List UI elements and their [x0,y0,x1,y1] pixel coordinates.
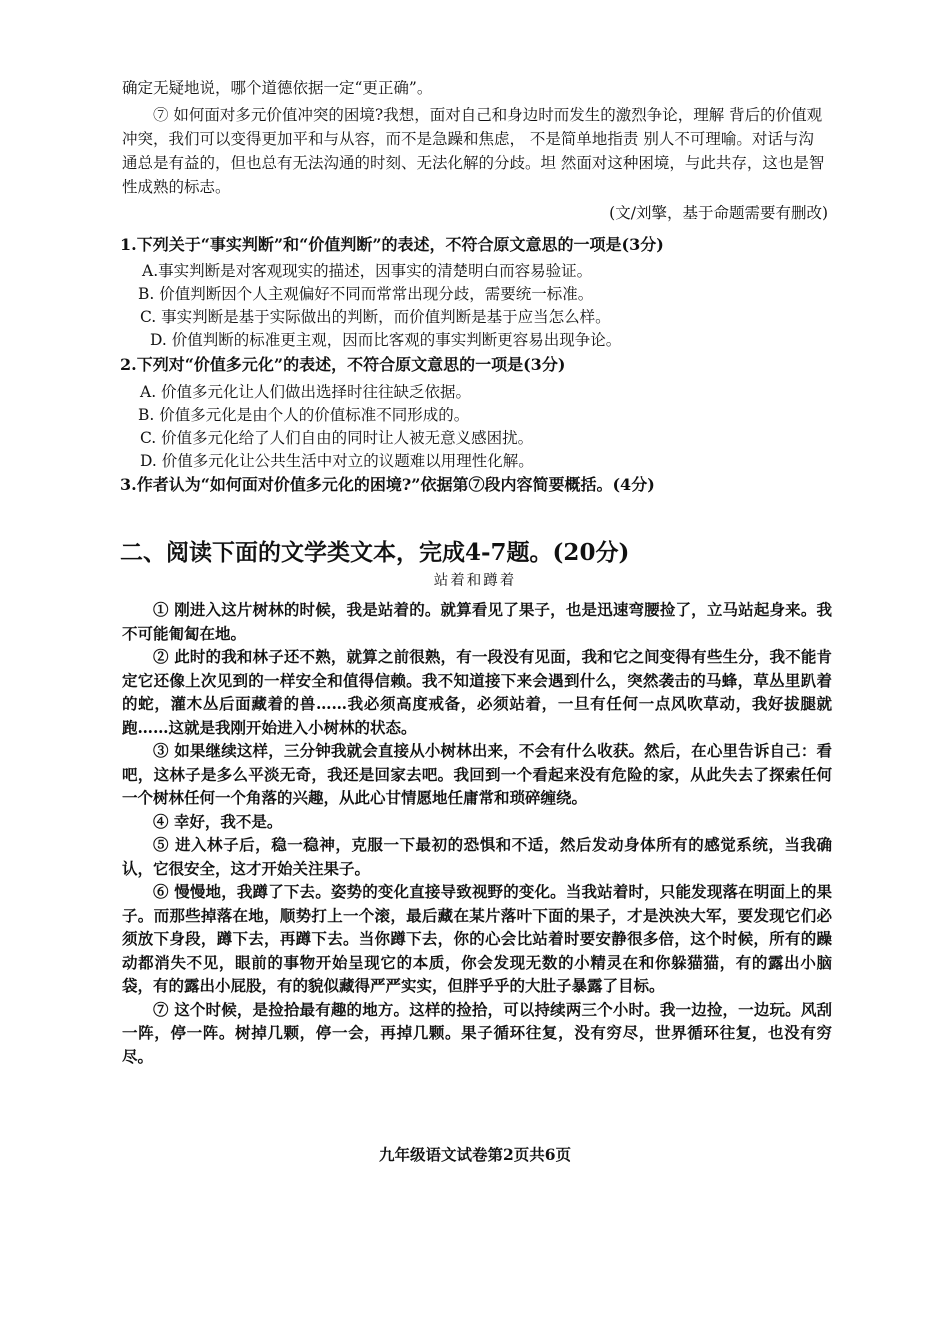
article-continuation [122,76,828,225]
story-paragraph: ⑤ 进入林子后，稳一稳神，克服一下最初的恐惧和不适，然后发动身体所有的感觉系统，当我确认，它很安全，这才开始关注果子。 [122,835,832,878]
question-1-option-a: A.事实判断是对客观现实的描述，因事实的清楚明白而容易验证。 [142,262,593,280]
story-body [122,598,832,1068]
question-2-option-a: A. 价值多元化让人们做出选择时往往缺乏依据。 [140,383,472,401]
story-paragraph: ② 此时的我和林子还不熟，就算之前很熟，有一段没有见面，我和它之间变得有些生分，我不能肯定它还像上次见到的一样安全和值得信赖。我不知道接下来会遇到什么，突然袭击的马蜂，草丛里趴着的蛇，灌木丛后面藏着的兽……我必须高度戒备，必须站着，一旦有任何一点风吹草动，我好拔腿就跑……这就是我刚开始进入小树林的状态。 [122,647,832,737]
story-paragraph: ④ 幸好，我不是。 [153,811,283,831]
article-para-7: ⑦ 如何面对多元价值冲突的困境?我想，面对自己和身边时而发生的激烈争论，理解 背后的价值观冲突，我们可以变得更加平和与从容，而不是急躁和焦虑， 不是简单地指责 别人不可理喻。对话与沟通总是有益的，但也总有无法沟通的时刻、无法化解的分歧。坦 然面对这种困境，与此共存，这也是智性成熟的标志。 [122,106,825,196]
story-paragraph: ③ 如果继续这样，三分钟我就会直接从小树林出来，不会有什么收获。然后，在心里告诉自己：看吧，这林子是多么平淡无奇，我还是回家去吧。我回到一个看起来没有危险的家，从此失去了探索任何一个树林任何一个角落的兴趣，从此心甘情愿地任庸常和琐碎缠绕。 [122,741,832,807]
story-paragraph: ① 刚进入这片树林的时候，我是站着的。就算看见了果子，也是迅速弯腰捡了，立马站起身来。我不可能匍匐在地。 [122,600,832,643]
question-2-stem: 2.下列对“价值多元化”的表述，不符合原文意思的一项是(3分) [120,355,566,374]
story-paragraph: ⑦ 这个时候，是捡拾最有趣的地方。这样的捡拾，可以持续两三个小时。我一边捡，一边玩。风刮一阵，停一阵。树掉几颗，停一会，再掉几颗。果子循环往复，没有穷尽，世界循环往复，也没有穷尽。 [122,999,832,1066]
article-line: 确定无疑地说，哪个道德依据一定“更正确”。 [122,79,433,97]
question-2-option-c: C. 价值多元化给了人们自由的同时让人被无意义感困扰。 [140,429,534,447]
question-2-option-d: D. 价值多元化让公共生活中对立的议题难以用理性化解。 [140,452,534,470]
page-footer: 九年级语文试卷第2页共6页 [378,1145,572,1164]
section-heading: 二、阅读下面的文学类文本，完成4-7题。(20分) [120,539,630,566]
story-title: 站着和蹲着 [433,573,517,589]
question-1-option-c: C. 事实判断是基于实际做出的判断，而价值判断是基于应当怎么样。 [140,308,611,326]
story-paragraph: ⑥ 慢慢地，我蹲了下去。姿势的变化直接导致视野的变化。当我站着时，只能发现落在明面上的果子。而那些掉落在地，顺势打上一个滚，最后藏在某片落叶下面的果子，才是泱泱大军，要发现它们必须放下身段，蹲下去，再蹲下去。当你蹲下去，你的心会比站着时要安静很多倍，这个时候，所有的躁动都消失不见，眼前的事物开始呈现它的本质，你会发现无数的小精灵在和你躲猫猫，有的露出小脑袋，有的露出小屁股，有的貌似藏得严严实实，但胖乎乎的大肚子暴露了目标。 [122,882,832,995]
question-3-stem: 3.作者认为“如何面对价值多元化的困境?”依据第⑦段内容简要概括。(4分) [120,475,655,494]
question-1-stem: 1.下列关于“事实判断”和“价值判断”的表述，不符合原文意思的一项是(3分) [120,235,664,254]
question-1-option-b: B. 价值判断因个人主观偏好不同而常常出现分歧，需要统一标准。 [138,285,594,303]
question-2-option-b: B. 价值多元化是由个人的价值标准不同形成的。 [138,406,470,424]
article-source: (文/刘擎，基于命题需要有删改) [609,204,828,222]
question-1-option-d: D. 价值判断的标准更主观，因而比客观的事实判断更容易出现争论。 [150,331,622,349]
